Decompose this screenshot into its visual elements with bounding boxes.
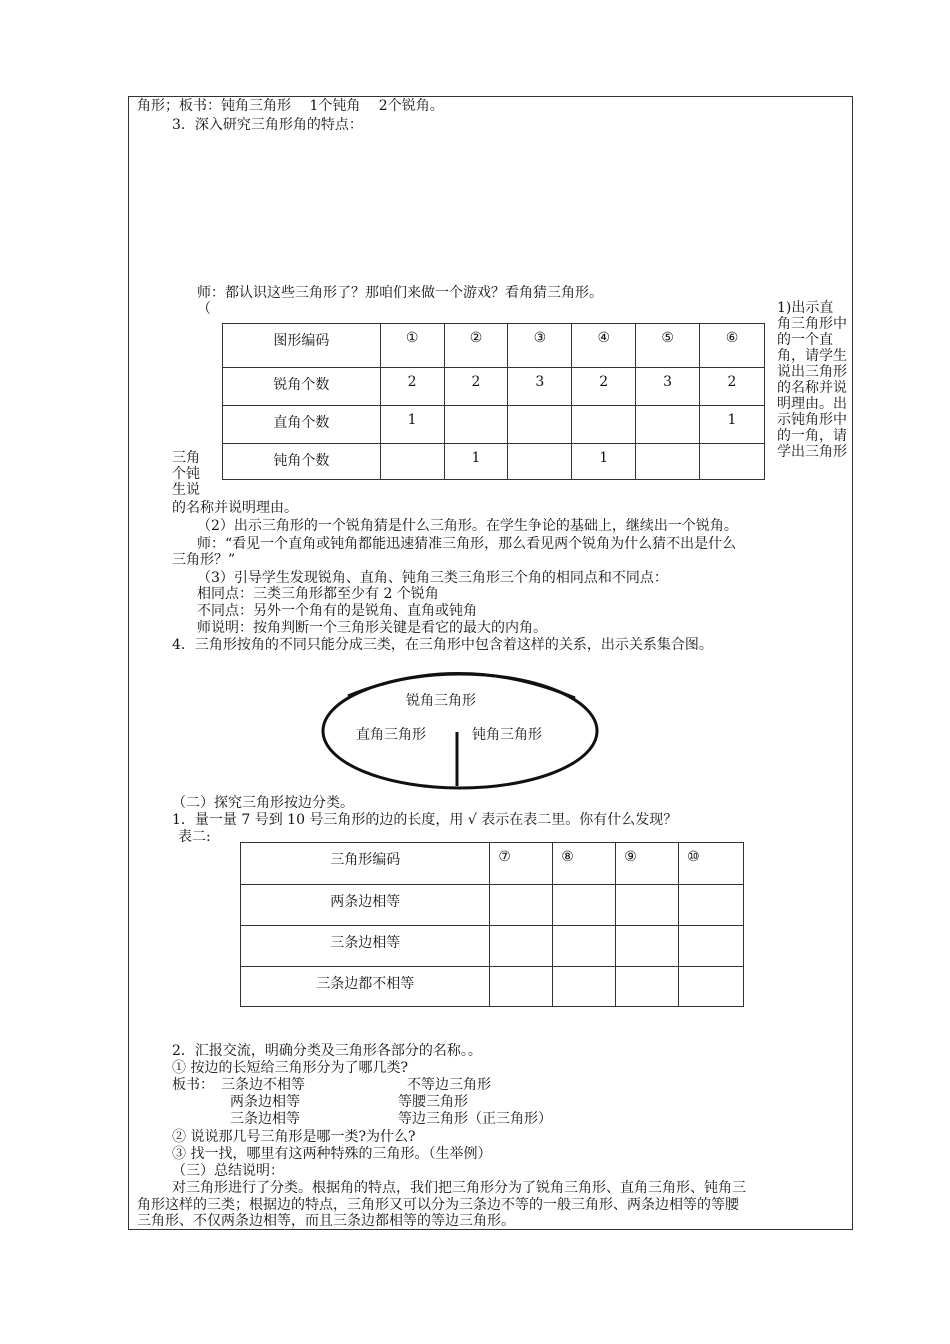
check-cell[interactable] xyxy=(616,967,679,1007)
side-note-left: 三角个钝生说 xyxy=(172,450,200,498)
table-cell: ⑦ xyxy=(490,843,553,885)
table-cell xyxy=(636,406,700,444)
board-line: 板书： 三条边不相等 xyxy=(172,1077,305,1093)
section-heading: 4．三角形按角的不同只能分成三类，在三角形中包含着这样的关系，出示关系集合图。 xyxy=(172,637,713,653)
check-cell[interactable] xyxy=(679,885,744,926)
table-cell: 3 xyxy=(636,368,700,406)
board-line: 三条边相等 xyxy=(230,1111,300,1127)
check-cell[interactable] xyxy=(679,967,744,1007)
table-cell: 3 xyxy=(508,368,572,406)
table-caption: 表二: xyxy=(178,829,211,845)
table-cell: 2 xyxy=(380,368,444,406)
triangle-relation-diagram xyxy=(320,670,602,792)
check-cell[interactable] xyxy=(679,926,744,967)
board-line: 等边三角形（正三角形） xyxy=(398,1111,552,1127)
text-line: 的名称并说明理由。 xyxy=(172,500,298,516)
text-line: 师：都认识这些三角形了？那咱们来做一个游戏？看角猜三角形。 xyxy=(197,285,603,301)
table-cell xyxy=(700,444,765,480)
check-cell[interactable] xyxy=(616,885,679,926)
section-heading: （三）总结说明： xyxy=(172,1163,284,1179)
text-line: 三角形？” xyxy=(172,552,236,568)
table-cell: ⑧ xyxy=(553,843,616,885)
check-cell[interactable] xyxy=(553,885,616,926)
table-cell: ⑤ xyxy=(636,324,700,368)
table-cell: 2 xyxy=(700,368,765,406)
text-line: （2）出示三角形的一个锐角猜是什么三角形。在学生争论的基础上，继续出一个锐角。 xyxy=(197,518,738,534)
text-line: ② 说说那几号三角形是哪一类?为什么? xyxy=(172,1129,416,1145)
text-line: 1．量一量 7 号到 10 号三角形的边的长度，用 √ 表示在表二里。你有什么发现？ xyxy=(172,812,678,828)
table-cell: 三条边都不相等 xyxy=(241,967,490,1007)
table-cell: 钝角个数 xyxy=(223,444,381,480)
table-cell: 1 xyxy=(380,406,444,444)
table-cell: 三角形编码 xyxy=(241,843,490,885)
board-line: 两条边相等 xyxy=(230,1094,300,1110)
table-cell: ① xyxy=(380,324,444,368)
table-cell xyxy=(572,406,636,444)
text-line: ① 按边的长短给三角形分为了哪几类? xyxy=(172,1060,408,1076)
text-line: 对三角形进行了分类。根据角的特点，我们把三角形分为了锐角三角形、直角三角形、钝角三 xyxy=(172,1180,746,1196)
table-cell: ⑩ xyxy=(679,843,744,885)
table-cell xyxy=(508,444,572,480)
check-cell[interactable] xyxy=(490,967,553,1007)
check-cell[interactable] xyxy=(616,926,679,967)
board-line: 不等边三角形 xyxy=(407,1077,491,1093)
side-check-table xyxy=(240,842,744,1007)
table-cell: 锐角个数 xyxy=(223,368,381,406)
text-line: 2．汇报交流，明确分类及三角形各部分的名称。。 xyxy=(172,1043,482,1059)
table-cell xyxy=(636,444,700,480)
table-cell: 图形编码 xyxy=(223,324,381,368)
table-cell: ③ xyxy=(508,324,572,368)
table-cell: ⑥ xyxy=(700,324,765,368)
text-line: 三角形、不仅两条边相等，而且三条边都相等的等边三角形。 xyxy=(137,1213,515,1229)
text-line: （ xyxy=(197,301,211,317)
table-cell: 三条边相等 xyxy=(241,926,490,967)
text-line: 角形；板书：钝角三角形 1个钝角 2个锐角。 xyxy=(137,98,444,114)
table-cell: ⑨ xyxy=(616,843,679,885)
check-cell[interactable] xyxy=(490,926,553,967)
right-label: 直角三角形 xyxy=(356,727,426,743)
check-cell[interactable] xyxy=(553,926,616,967)
table-cell: 两条边相等 xyxy=(241,885,490,926)
text-line: 角形这样的三类；根据边的特点，三角形又可以分为三条边不等的一般三角形、两条边相等的等腰 xyxy=(137,1197,739,1213)
table-cell: 2 xyxy=(572,368,636,406)
angle-count-table xyxy=(222,323,765,480)
table-cell: ④ xyxy=(572,324,636,368)
table-cell: ② xyxy=(444,324,508,368)
section-heading: （二）探究三角形按边分类。 xyxy=(172,795,354,811)
text-line: 不同点：另外一个角有的是锐角、直角或钝角 xyxy=(197,603,477,619)
table-cell: 1 xyxy=(444,444,508,480)
table-cell xyxy=(380,444,444,480)
text-line: （3）引导学生发现锐角、直角、钝角三类三角形三个角的相同点和不同点： xyxy=(197,570,668,586)
check-cell[interactable] xyxy=(553,967,616,1007)
text-line: 师说明：按角判断一个三角形关键是看它的最大的内角。 xyxy=(197,620,547,636)
table-cell: 1 xyxy=(572,444,636,480)
section-heading: 3．深入研究三角形角的特点： xyxy=(172,117,363,133)
check-cell[interactable] xyxy=(490,885,553,926)
board-line: 等腰三角形 xyxy=(398,1094,468,1110)
table-cell: 1 xyxy=(700,406,765,444)
acute-label: 锐角三角形 xyxy=(406,693,476,709)
table-cell xyxy=(444,406,508,444)
text-line: ③ 找一找，哪里有这两种特殊的三角形。（生举例） xyxy=(172,1146,492,1162)
side-note-right: 1)出示直角三角形中的一个直角，请学生说出三角形的名称并说明理由。出示钝角形中的一角，请学出三角形 xyxy=(777,300,847,460)
obtuse-label: 钝角三角形 xyxy=(472,727,542,743)
table-cell: 直角个数 xyxy=(223,406,381,444)
table-cell: 2 xyxy=(444,368,508,406)
text-line: 相同点：三类三角形都至少有 2 个锐角 xyxy=(197,586,439,602)
text-line: 师：“看见一个直角或钝角都能迅速猜准三角形，那么看见两个锐角为什么猜不出是什么 xyxy=(197,536,737,552)
table-cell xyxy=(508,406,572,444)
